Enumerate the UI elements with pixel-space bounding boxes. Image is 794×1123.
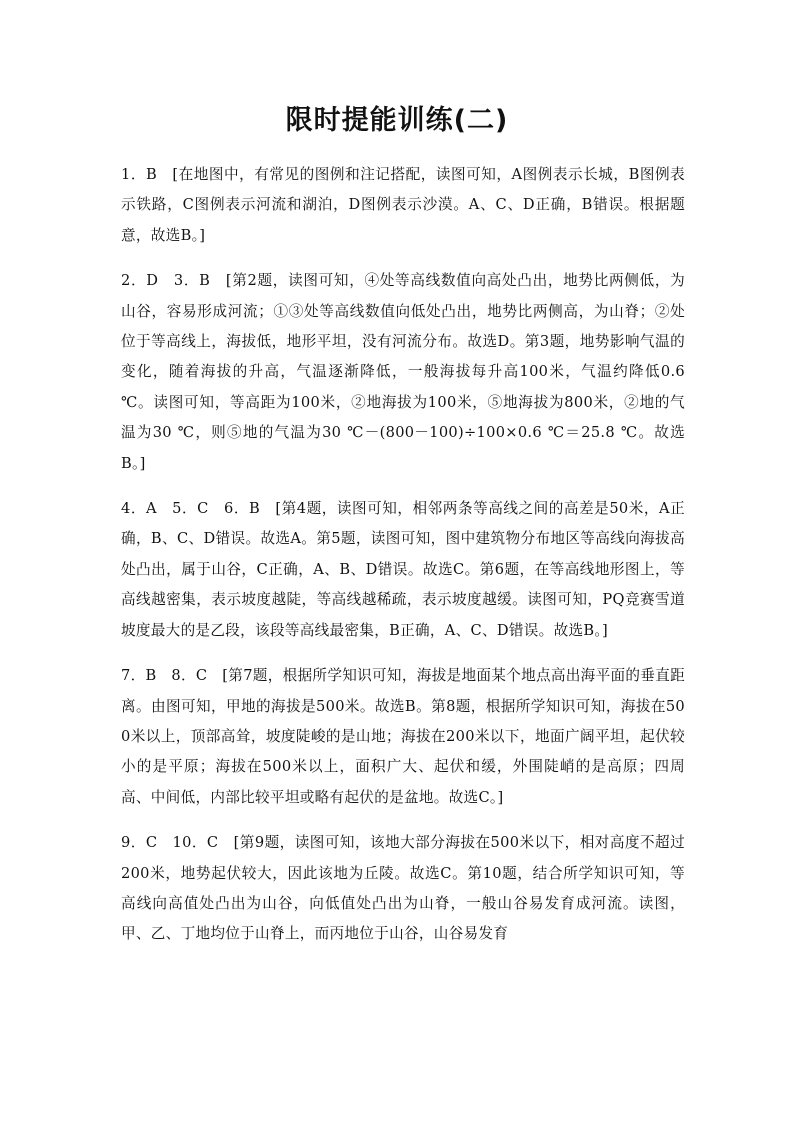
answer-2-3: 2．D 3．B [第2题，读图可知，④处等高线数值向高处凸出，地势比两侧低，为山谷，容易形成河流；①③处等高线数值向低处凸出，地势比两侧高，为山脊；②处位于等高线上，海拔低，地形平坦，没有河流分布。故选D。第3题，地势影响气温的变化，随着海拔的升高，气温逐渐降低，一般海拔每升高100米，气温约降低0.6 ℃。读图可知，等高距为100米，②地海拔为100米，⑤地海拔为800米，②地的气温为30 ℃，则⑤地的气温为30 ℃－(800－100)÷100×0.6 ℃＝25.8 ℃。故选B。] <box>121 272 685 472</box>
answer-7-8: 7．B 8．C [第7题，根据所学知识可知，海拔是地面某个地点高出海平面的垂直距离。由图可知，甲地的海拔是500米。故选B。第8题，根据所学知识可知，海拔在500米以上，顶部高耸，坡度陡峻的是山地；海拔在200米以下，地面广阔平坦，起伏较小的是平原；海拔在500米以上，面积广大、起伏和缓，外围陡峭的是高原；四周高、中间低，内部比较平坦或略有起伏的是盆地。故选C。] <box>121 667 685 806</box>
answer-4-6: 4．A 5．C 6．B [第4题，读图可知，相邻两条等高线之间的高差是50米，A正确，B、C、D错误。故选A。第5题，读图可知，图中建筑物分布地区等高线向海拔高处凸出，属于山谷，C正确，A、B、D错误。故选C。第6题，在等高线地形图上，等高线越密集，表示坡度越陡，等高线越稀疏，表示坡度越缓。读图可知，PQ竞赛雪道坡度最大的是乙段，该段等高线最密集，B正确，A、C、D错误。故选B。] <box>121 500 685 639</box>
answer-list <box>121 160 685 965</box>
answer-1: 1．B [在地图中，有常见的图例和注记搭配，读图可知，A图例表示长城，B图例表示铁路，C图例表示河流和湖泊，D图例表示沙漠。A、C、D正确，B错误。根据题意，故选B。] <box>121 166 685 244</box>
page-title: 限时提能训练(二) <box>285 105 509 136</box>
answer-9-10: 9．C 10．C [第9题，读图可知，该地大部分海拔在500米以下，相对高度不超过200米，地势起伏较大，因此该地为丘陵。故选C。第10题，结合所学知识可知，等高线向高值处凸出为山谷，向低值处凸出为山脊，一般山谷易发育成河流。读图，甲、乙、丁地均位于山脊上，而丙地位于山谷，山谷易发育 <box>121 834 685 943</box>
